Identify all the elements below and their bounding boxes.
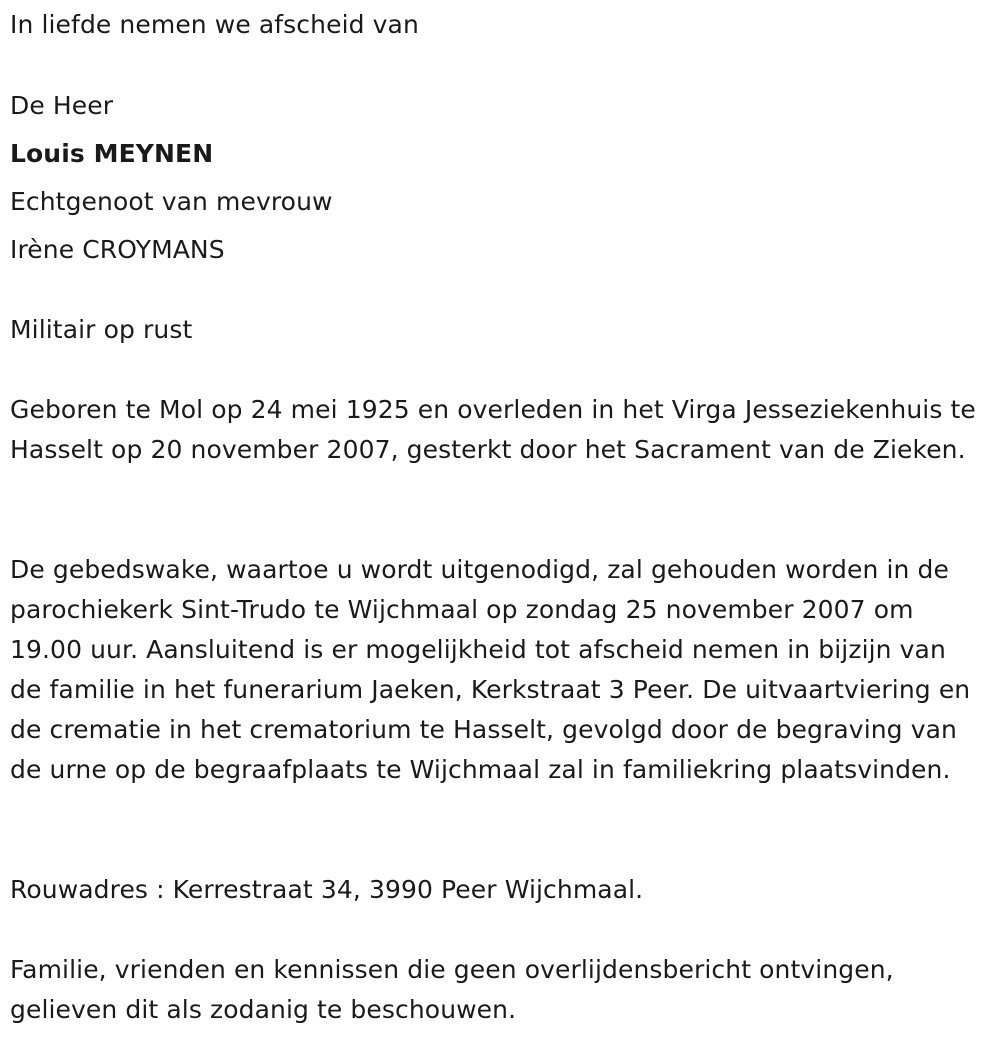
occupation: Militair op rust [10, 315, 193, 344]
title-prefix: De Heer [10, 91, 114, 120]
mourning-address: Rouwadres : Kerrestraat 34, 3990 Peer Wijchmaal. [10, 875, 644, 904]
birth-death-paragraph: Geboren te Mol op 24 mei 1925 en overleden in het Virga Jesseziekenhuis te Hasselt op 20 november 2007, gesterkt door het Sacrament van de Zieken. [10, 395, 976, 464]
ceremony-paragraph: De gebedswake, waartoe u wordt uitgenodigd, zal gehouden worden in de parochiekerk Sint-Trudo te Wijchmaal op zondag 25 november 2007 om 19.00 uur. Aansluitend is er mogelijkheid tot afscheid nemen in bijzijn van de familie in het funerarium Jaeken, Kerkstraat 3 Peer. De uitvaartviering en de crematie in het crematorium te Hasselt, gevolgd door de begraving van de urne op de begraafplaats te Wijchmaal zal in familiekring plaatsvinden. [10, 555, 971, 784]
closing-paragraph: Familie, vrienden en kennissen die geen overlijdensbericht ontvingen, gelieven dit als zodanig te beschouwen. [10, 955, 894, 1024]
spouse-name: Irène CROYMANS [10, 235, 225, 264]
intro-line: In liefde nemen we afscheid van [10, 10, 419, 39]
spouse-line: Echtgenoot van mevrouw [10, 187, 333, 216]
deceased-name: Louis MEYNEN [10, 139, 214, 168]
